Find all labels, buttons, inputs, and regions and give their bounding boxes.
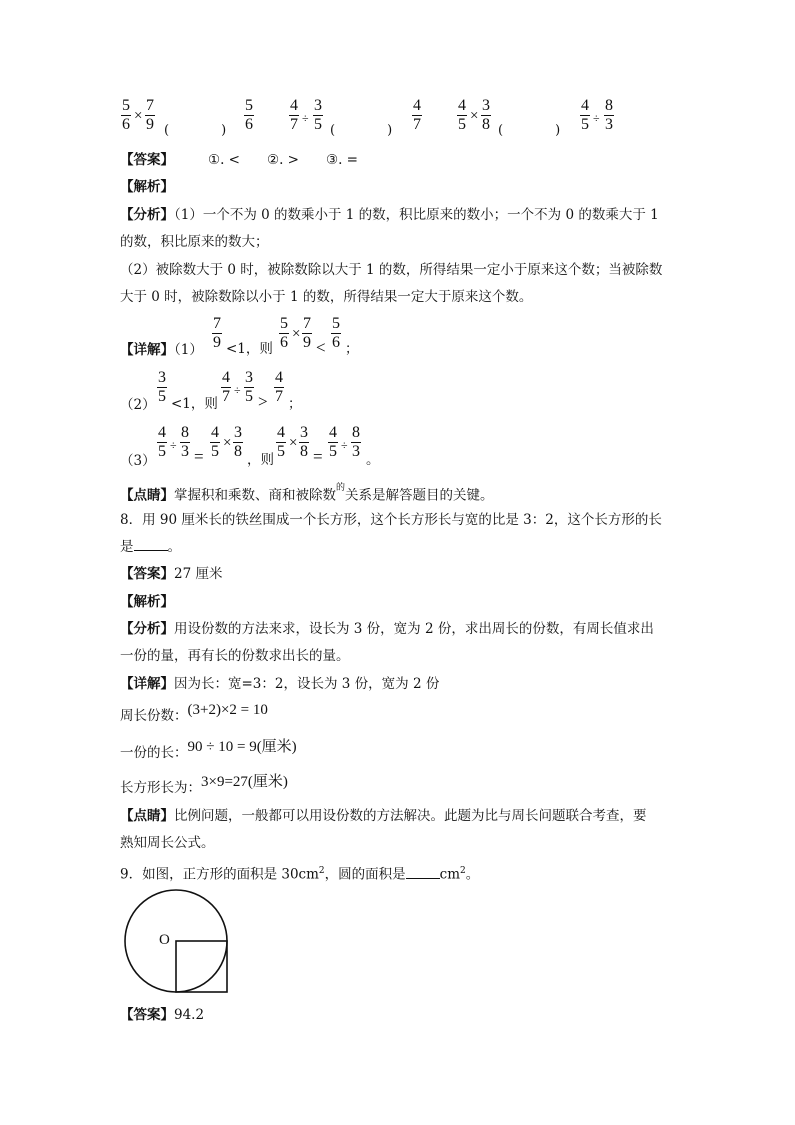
operator: ÷ <box>170 438 177 452</box>
operator: × <box>134 108 143 124</box>
fraction: $\frac{4}{5}$ <box>458 97 466 133</box>
q7-fenxi-line1: 【分析】（1）一个不为 0 的数乘小于 1 的数，积比原来的数小；一个不为 0 的数乘大于 1 <box>120 207 659 223</box>
fraction: $\frac{7}{9}$ <box>303 315 311 351</box>
operator: × <box>289 435 298 451</box>
q8-dianjing-line1: 【点睛】比例问题，一般都可以用设份数的方法解决。此题为比与周长问题联合考查，要 <box>120 808 647 824</box>
q7-detail-3: （3） <box>120 453 156 469</box>
fraction: $\frac{4}{7}$ <box>290 97 298 133</box>
fraction: $\frac{4}{7}$ <box>222 369 230 405</box>
fraction: $\frac{4}{5}$ <box>211 424 219 460</box>
fraction: $\frac{3}{8}$ <box>300 424 308 460</box>
fraction: $\frac{8}{3}$ <box>181 424 189 460</box>
relation: > <box>258 392 268 411</box>
fraction: $\frac{4}{5}$ <box>158 424 166 460</box>
q8-dianjing-line2: 熟知周长公式。 <box>120 835 215 851</box>
fraction: $\frac{4}{7}$ <box>275 369 283 405</box>
q8-step2: 一份的长：90 ÷ 10 = 9(厘米) <box>120 739 297 761</box>
q8-xiangjie: 【详解】因为长：宽=3：2，设长为 3 份，宽为 2 份 <box>120 676 440 692</box>
answer-tag: 【答案】 <box>120 152 174 168</box>
fraction: $\frac{7}{9}$ <box>213 315 221 351</box>
q8-fenxi-line2: 一份的量，再有长的份数求出长的量。 <box>120 648 350 664</box>
analysis-heading: 【解析】 <box>120 594 174 610</box>
q7-detail-2: （2） <box>120 397 156 413</box>
q7-detail-1: 【详解】（1） <box>120 342 203 358</box>
operator: ÷ <box>234 383 241 397</box>
fraction: $\frac{3}{8}$ <box>482 97 490 133</box>
operator: × <box>470 108 479 124</box>
fraction: $\frac{3}{5}$ <box>245 369 253 405</box>
answer-blank-paren[interactable]: ( ) <box>498 123 561 138</box>
fraction: $\frac{8}{3}$ <box>352 424 360 460</box>
q8-step3: 长方形长为：3×9=27(厘米) <box>120 774 288 796</box>
q7-fenxi-line4: 大于 0 时，被除数除以小于 1 的数，所得结果一定大于原来这个数。 <box>120 289 533 305</box>
fraction: $\frac{3}{8}$ <box>234 424 242 460</box>
q8-answer-line: 【答案】27 厘米 <box>120 566 223 582</box>
q9-answer-line: 【答案】94.2 <box>120 1007 205 1023</box>
fraction: $\frac{5}{6}$ <box>332 315 340 351</box>
q8-question-line2: 是 。 <box>120 539 181 555</box>
answer-blank[interactable] <box>406 866 440 879</box>
center-label: O <box>159 932 170 948</box>
operator: × <box>223 435 232 451</box>
fraction: $\frac{4}{5}$ <box>329 424 337 460</box>
operator: × <box>292 326 301 342</box>
q8-step1: 周长份数：(3+2)×2 = 10 <box>120 702 268 724</box>
fraction: $\frac{3}{5}$ <box>158 369 166 405</box>
answer-blank-paren[interactable]: ( ) <box>164 123 227 138</box>
circle-square-figure <box>120 887 232 999</box>
q7-fenxi-line3: （2）被除数大于 0 时，被除数除以大于 1 的数，所得结果一定小于原来这个数；当被除数 <box>120 262 663 278</box>
relation: = <box>313 447 323 466</box>
answer-text: 94.2 <box>174 1007 205 1023</box>
q7-answer-line <box>120 150 358 170</box>
analysis-heading: 【解析】 <box>120 179 174 195</box>
fraction: $\frac{3}{5}$ <box>314 97 322 133</box>
q7-fenxi-line2: 的数，积比原来的数大； <box>120 234 269 250</box>
detail-text: ，则 <box>247 452 274 468</box>
operator: ÷ <box>593 111 600 125</box>
fraction: $\frac{5}{6}$ <box>280 315 288 351</box>
q7-dianjing: 【点睛】掌握积和乘数、商和被除数$^的$关系是解答题目的关键。 <box>120 483 494 504</box>
fraction: $\frac{5}{6}$ <box>245 97 253 133</box>
detail-text: <1，则 <box>171 396 218 412</box>
answer-text: 27 厘米 <box>174 566 223 582</box>
fraction: $\frac{4}{5}$ <box>277 424 285 460</box>
q9-question: 9．如图，正方形的面积是 $30cm^2$，圆的面积是 $cm^2$。 <box>120 866 480 883</box>
detail-text: <1，则 <box>226 341 273 357</box>
fraction: $\frac{4}{7}$ <box>413 97 421 133</box>
answer-text: ①. < ②. > ③. = <box>208 152 358 168</box>
figure-svg <box>120 887 232 999</box>
fraction: $\frac{5}{6}$ <box>122 97 130 133</box>
relation: < <box>316 338 326 357</box>
relation: = <box>194 447 204 466</box>
operator: ÷ <box>341 438 348 452</box>
q8-question-line1: 8．用 90 厘米长的铁丝围成一个长方形，这个长方形长与宽的比是 3：2，这个长方形的长 <box>120 512 662 528</box>
fraction: $\frac{8}{3}$ <box>605 97 613 133</box>
answer-blank-paren[interactable]: ( ) <box>330 123 393 138</box>
fraction: $\frac{7}{9}$ <box>146 97 154 133</box>
q8-fenxi-line1: 【分析】用设份数的方法来求，设长为 3 份，宽为 2 份，求出周长的份数，有周长值求出 <box>120 621 654 637</box>
operator: ÷ <box>302 111 309 125</box>
answer-blank[interactable] <box>134 538 168 551</box>
fraction: $\frac{4}{5}$ <box>581 97 589 133</box>
